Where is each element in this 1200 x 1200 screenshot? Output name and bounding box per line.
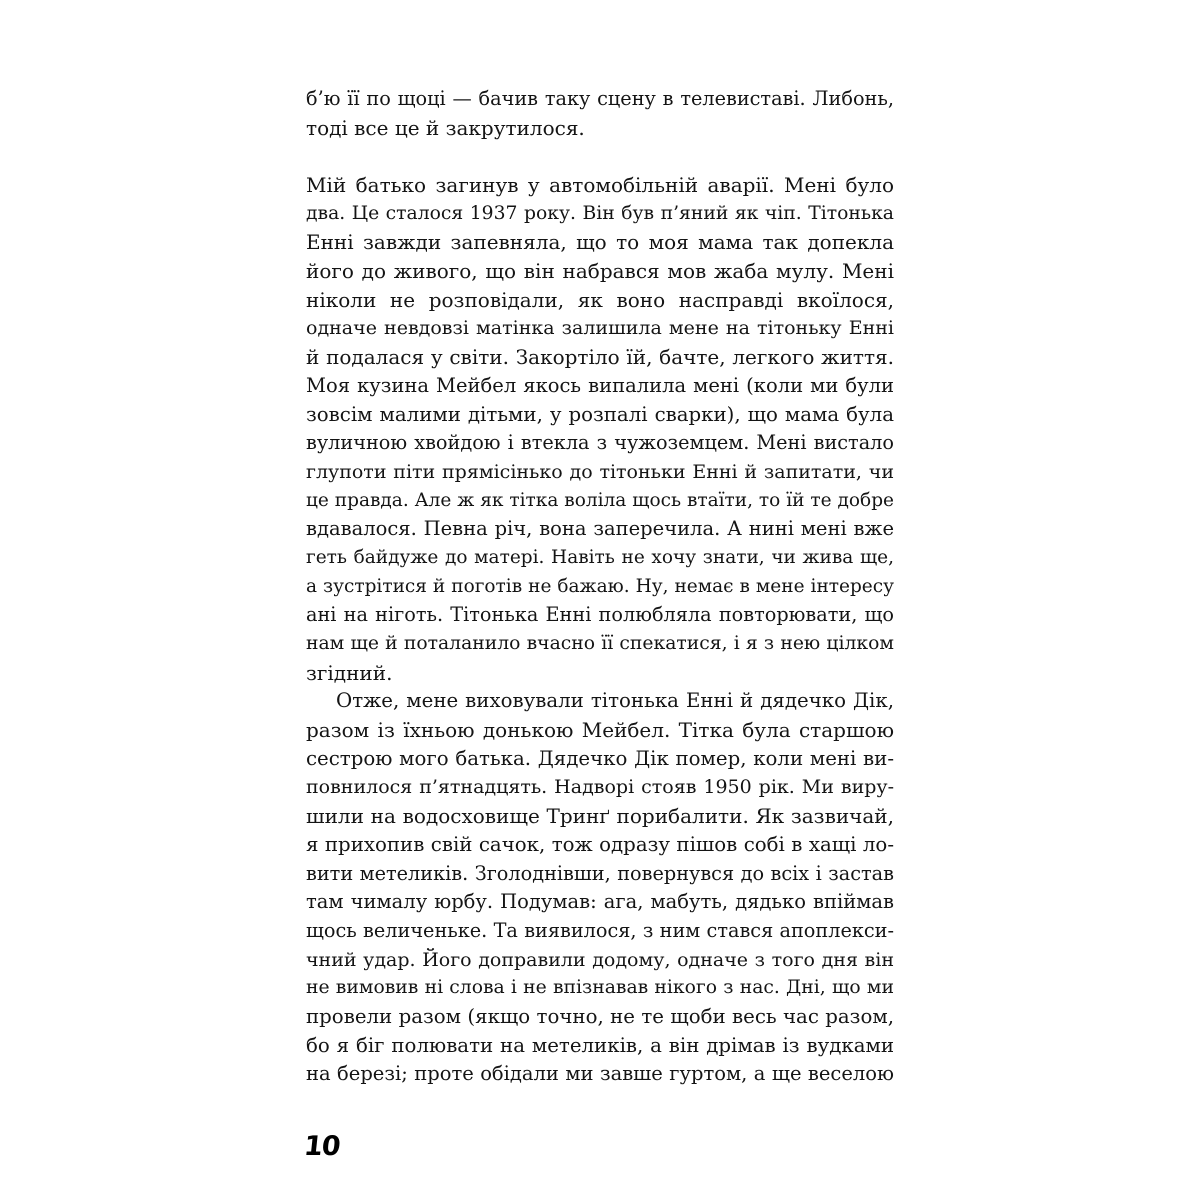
paragraph-block-opening — [306, 85, 894, 142]
page-number: 10 — [302, 1131, 342, 1162]
text-line: два. Це сталося 1937 року. Він був п’яний як чіп. Тітонька — [306, 202, 894, 224]
text-line: на березі; проте обідали ми завше гуртом, а ще веселою — [306, 1062, 894, 1086]
text-line: вдавалося. Певна річ, вона заперечила. А нині мені вже — [306, 517, 894, 541]
text-line: разом із їхньою донькою Мейбел. Тітка була старшою — [306, 718, 894, 743]
text-line: ніколи не розповідали, як воно насправді вкоїлося, — [306, 287, 894, 312]
text-line: нам ще й поталанило вчасно її спекатися, і я з нею цілком — [306, 633, 894, 654]
text-line: я прихопив свій сачок, тож одразу пішов собі в хащі ло- — [306, 832, 894, 856]
text-line: й подалася у світи. Закортіло їй, бачте, легкого життя. — [306, 345, 894, 370]
text-line: а зустрітися й поготів не бажаю. Ну, немає в мене інтересу — [306, 575, 894, 597]
text-line: сестрою мого батька. Дядечко Дік помер, коли мені ви- — [306, 746, 894, 770]
text-line: Енні завжди запевняла, що то моя мама так допекла — [306, 230, 894, 255]
text-line: зовсім малими дітьми, у розпалі сварки), що мама була — [306, 402, 894, 426]
text-line: це правда. Але ж як тітка воліла щось втаїти, то їй те добре — [306, 489, 894, 511]
text-line: шили на водосховище Тринґ порибалити. Як зазвичай, — [306, 804, 894, 829]
text-line: ані на ніготь. Тітонька Енні полюбляла повторювати, що — [306, 603, 894, 627]
text-line: вити метеликів. Зголоднівши, повернувся до всіх і застав — [306, 861, 894, 885]
text-line: провели разом (якщо точно, не те щоби весь час разом, — [306, 1004, 894, 1028]
text-line: Отже, мене виховували тітонька Енні й дядечко Дік, — [336, 689, 894, 713]
text-line: там чималу юрбу. Подумав: ага, мабуть, дядько впіймав — [306, 890, 894, 914]
text-line: згідний. — [306, 660, 393, 685]
text-line: геть байдуже до матері. Навіть не хочу знати, чи жива ще, — [306, 546, 894, 568]
text-line: чний удар. Його доправили додому, одначе з того дня він — [306, 948, 894, 971]
text-line: Моя кузина Мейбел якось випалила мені (коли ми були — [306, 373, 894, 397]
text-line: тоді все це й закрутилося. — [306, 115, 585, 140]
text-line: б’ю її по щоці — бачив таку сцену в телевиставі. Либонь, — [306, 87, 894, 110]
text-line: щось величеньке. Та виявилося, з ним стався апоплекси- — [306, 918, 894, 942]
text-line: вуличною хвойдою і втекла з чужоземцем. Мені вистало — [306, 431, 894, 455]
text-line: бо я біг полювати на метеликів, а він дрімав із вудками — [306, 1033, 894, 1057]
text-line: глупоти піти прямісінько до тітоньки Енні й запитати, чи — [306, 460, 894, 483]
text-line: його до живого, що він набрався мов жаба мулу. Мені — [306, 259, 894, 284]
text-line: не вимовив ні слова і не впізнавав нікого з нас. Дні, що ми — [306, 977, 894, 999]
text-line: одначе невдовзі матінка залишила мене на тітоньку Енні — [306, 317, 894, 340]
text-line: Мій батько загинув у автомобільній аварії. Мені було — [306, 173, 894, 197]
paragraph-block-main — [306, 171, 894, 1089]
text-line: повнилося п’ятнадцять. Надворі стояв 1950 рік. Ми виру- — [306, 776, 894, 799]
